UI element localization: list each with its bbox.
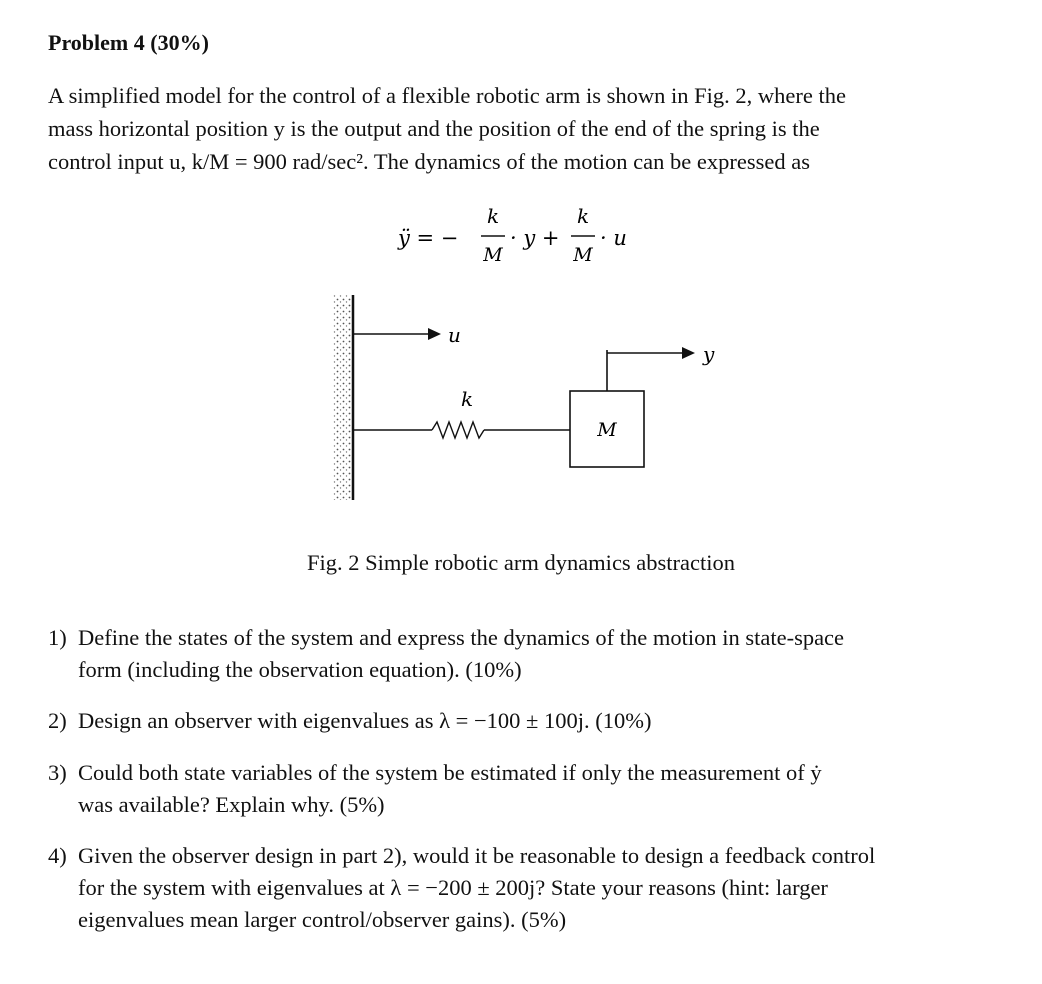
intro-line-2: mass horizontal position y is the output and the position of the end of the spring is the xyxy=(48,116,820,141)
question-2 xyxy=(48,705,998,737)
question-number: 3) xyxy=(48,760,67,785)
question-text: for the system with eigenvalues at λ = −200 ± 200j? State your reasons (hint: larger xyxy=(78,875,828,900)
robotic-arm-figure xyxy=(0,280,1042,520)
intro-line-1: A simplified model for the control of a flexible robotic arm is shown in Fig. 2, where the xyxy=(48,83,846,108)
intro-paragraph xyxy=(48,79,996,178)
equation-lhs: ÿ = − xyxy=(398,226,459,250)
equation-rhs: · u xyxy=(600,226,627,250)
label-u: u xyxy=(448,323,461,347)
wall-hatch xyxy=(333,295,353,500)
question-3 xyxy=(48,757,998,821)
question-number: 1) xyxy=(48,625,67,650)
intro-line-3: control input u, k/M = 900 rad/sec². The dynamics of the motion can be expressed as xyxy=(48,149,810,174)
question-text: Design an observer with eigenvalues as λ = −100 ± 100j. (10%) xyxy=(78,708,652,733)
question-text: Could both state variables of the system be estimated if only the measurement of ẏ xyxy=(78,760,822,785)
question-number: 2) xyxy=(48,708,67,733)
output-arrow-head xyxy=(682,347,695,359)
question-text: was available? Explain why. (5%) xyxy=(78,792,385,817)
label-y: y xyxy=(703,342,715,366)
question-text: eigenvalues mean larger control/observer gains). (5%) xyxy=(78,907,567,932)
question-text: Given the observer design in part 2), would it be reasonable to design a feedback control xyxy=(78,843,876,868)
equation-denominator-2: M xyxy=(573,244,593,266)
equation-numerator-2: k xyxy=(576,204,590,228)
spring xyxy=(432,422,484,438)
equation-middle: · y + xyxy=(510,226,560,250)
equation-numerator-1: k xyxy=(486,204,500,228)
question-4 xyxy=(48,840,998,936)
dynamics-equation xyxy=(0,190,1042,280)
problem-heading: Problem 4 (30%) xyxy=(48,30,209,55)
equation-denominator-1: M xyxy=(483,244,503,266)
label-M: M xyxy=(597,419,617,441)
label-k: k xyxy=(461,387,474,411)
question-text: form (including the observation equation). (10%) xyxy=(78,657,522,682)
question-1 xyxy=(48,622,998,686)
question-number: 4) xyxy=(48,843,67,868)
question-text: Define the states of the system and express the dynamics of the motion in state-space xyxy=(78,625,845,650)
figure-caption: Fig. 2 Simple robotic arm dynamics abstraction xyxy=(306,550,736,575)
input-arrow-head xyxy=(428,328,441,340)
